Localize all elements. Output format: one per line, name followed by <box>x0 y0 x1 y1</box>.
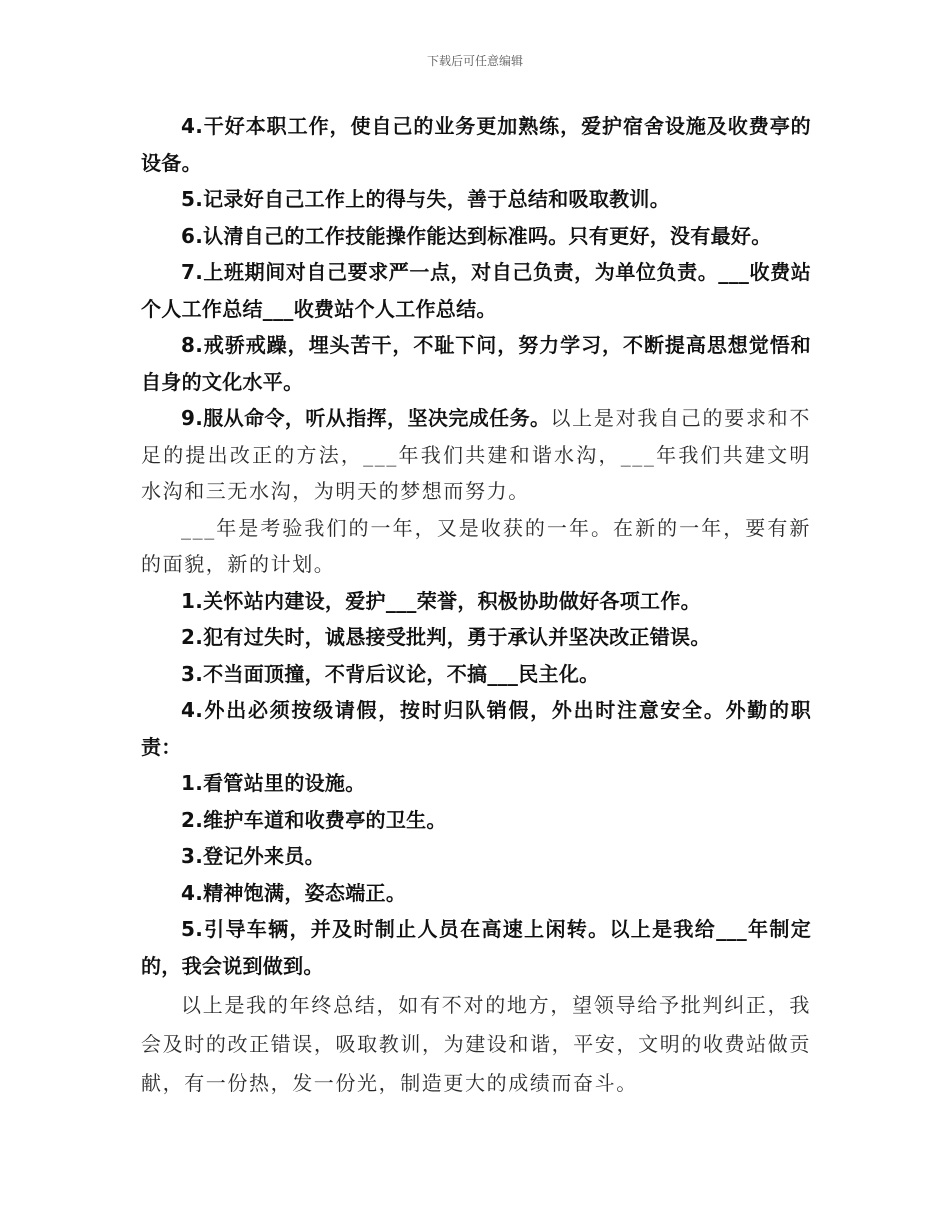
paragraph-field-5 <box>141 911 811 984</box>
paragraph-duty-6 <box>141 218 811 255</box>
paragraph-field-3 <box>141 838 811 875</box>
text-segment: 3.不当面顶撞，不背后议论，不搞___民主化。 <box>181 661 600 686</box>
text-segment: 6.认清自己的工作技能操作能达到标准吗。只有更好，没有最好。 <box>181 223 772 248</box>
text-segment: 5.引导车辆，并及时制止人员在高速上闲转。以上是我给___年制定的，我会说到做到。 <box>141 917 811 978</box>
paragraph-duty-9 <box>141 400 811 510</box>
text-segment: 1.看管站里的设施。 <box>181 771 366 795</box>
paragraph-plan-3 <box>141 656 811 693</box>
text-segment: 2.犯有过失时，诚恳接受批判，勇于承认并坚决改正错误。 <box>181 625 711 649</box>
text-segment: 以上是我的年终总结，如有不对的地方，望领导给予批判纠正，我会及时的改正错误，吸取教训，为建设和谐，平安，文明的收费站做贡献，有一份热，发一份光，制造更大的成绩而奋斗。 <box>141 993 811 1095</box>
paragraph-duty-7 <box>141 254 811 327</box>
text-segment: 4.精神饱满，姿态端正。 <box>181 880 407 905</box>
text-segment: 8.戒骄戒躁，埋头苦干，不耻下问，努力学习，不断提高思想觉悟和自身的文化水平。 <box>141 333 811 394</box>
paragraph-duty-8 <box>141 327 811 400</box>
text-segment-bold: 9.服从命令，听从指挥，坚决完成任务。 <box>181 406 551 430</box>
text-segment: 3.登记外来员。 <box>181 844 325 868</box>
text-segment: 2.维护车道和收费亭的卫生。 <box>181 807 447 832</box>
text-segment: 5.记录好自己工作上的得与失，善于总结和吸取教训。 <box>181 187 671 211</box>
paragraph-duty-4 <box>141 108 811 181</box>
text-segment: 4.外出必须按级请假，按时归队销假，外出时注意安全。外勤的职责： <box>141 698 811 759</box>
paragraph-duty-5 <box>141 181 811 218</box>
paragraph-closing <box>141 986 811 1103</box>
paragraph-field-4 <box>141 875 811 912</box>
paragraph-plan-4 <box>141 692 811 765</box>
paragraph-plan-2 <box>141 619 811 656</box>
text-segment: 7.上班期间对自己要求严一点，对自己负责，为单位负责。___收费站个人工作总结___收费站个人工作总结。 <box>141 260 811 321</box>
paragraph-plan-1 <box>141 583 811 620</box>
paragraph-field-2 <box>141 802 811 839</box>
text-segment-regular: 以上是对我自己的要求和不足的提出改正的方法，___年我们共建和谐水沟，___年我们共建文明水沟和三无水沟，为明天的梦想而努力。 <box>141 406 811 503</box>
text-segment: ___年是考验我们的一年，又是收获的一年。在新的一年，要有新的面貌，新的计划。 <box>141 515 811 576</box>
document-body <box>141 108 811 1103</box>
page-header: 下载后可任意编辑 <box>426 54 523 68</box>
text-segment: 1.关怀站内建设，爱护___荣誉，积极协助做好各项工作。 <box>181 588 701 613</box>
paragraph-new-year <box>141 510 811 583</box>
paragraph-field-1 <box>141 765 811 802</box>
text-segment: 4.干好本职工作，使自己的业务更加熟练，爱护宿舍设施及收费亭的设备。 <box>141 114 811 175</box>
